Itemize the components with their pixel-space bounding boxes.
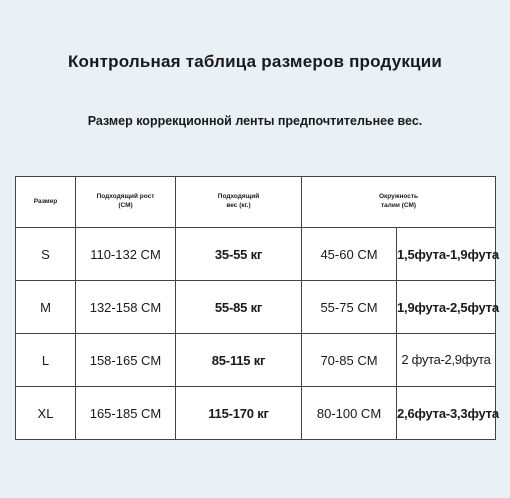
header-weight: Подходящий вес (кг.) [176, 177, 302, 228]
cell-weight: 55-85 кг [176, 281, 302, 334]
cell-weight: 85-115 кг [176, 334, 302, 387]
header-height: Подходящий рост (СМ) [76, 177, 176, 228]
cell-waist-cm: 80-100 CM [302, 387, 397, 440]
size-chart-table [15, 176, 499, 440]
cell-size: S [16, 228, 76, 281]
table-row [16, 334, 496, 387]
cell-waist-cm: 45-60 CM [302, 228, 397, 281]
table-row [16, 228, 496, 281]
cell-height: 158-165 CM [76, 334, 176, 387]
cell-waist-alt: 1,5фута-1,9фута [397, 228, 496, 281]
cell-waist-cm: 55-75 CM [302, 281, 397, 334]
table-header-row [16, 177, 496, 228]
cell-waist-cm: 70-85 CM [302, 334, 397, 387]
cell-waist-alt: 1,9фута-2,5фута [397, 281, 496, 334]
page-subtitle: Размер коррекционной ленты предпочтительнее вес. [87, 114, 423, 128]
table-row [16, 281, 496, 334]
cell-weight: 35-55 кг [176, 228, 302, 281]
cell-size: XL [16, 387, 76, 440]
cell-size: M [16, 281, 76, 334]
cell-waist-alt: 2,6фута-3,3фута [397, 387, 496, 440]
cell-weight: 115-170 кг [176, 387, 302, 440]
cell-height: 110-132 CM [76, 228, 176, 281]
cell-waist-alt: 2 фута-2,9фута [397, 334, 496, 387]
header-size: Размер [16, 177, 76, 228]
table-row [16, 387, 496, 440]
cell-height: 132-158 CM [76, 281, 176, 334]
cell-height: 165-185 CM [76, 387, 176, 440]
header-waist: Окружность талии (СМ) [302, 177, 496, 228]
cell-size: L [16, 334, 76, 387]
page-title: Контрольная таблица размеров продукции [67, 52, 443, 71]
